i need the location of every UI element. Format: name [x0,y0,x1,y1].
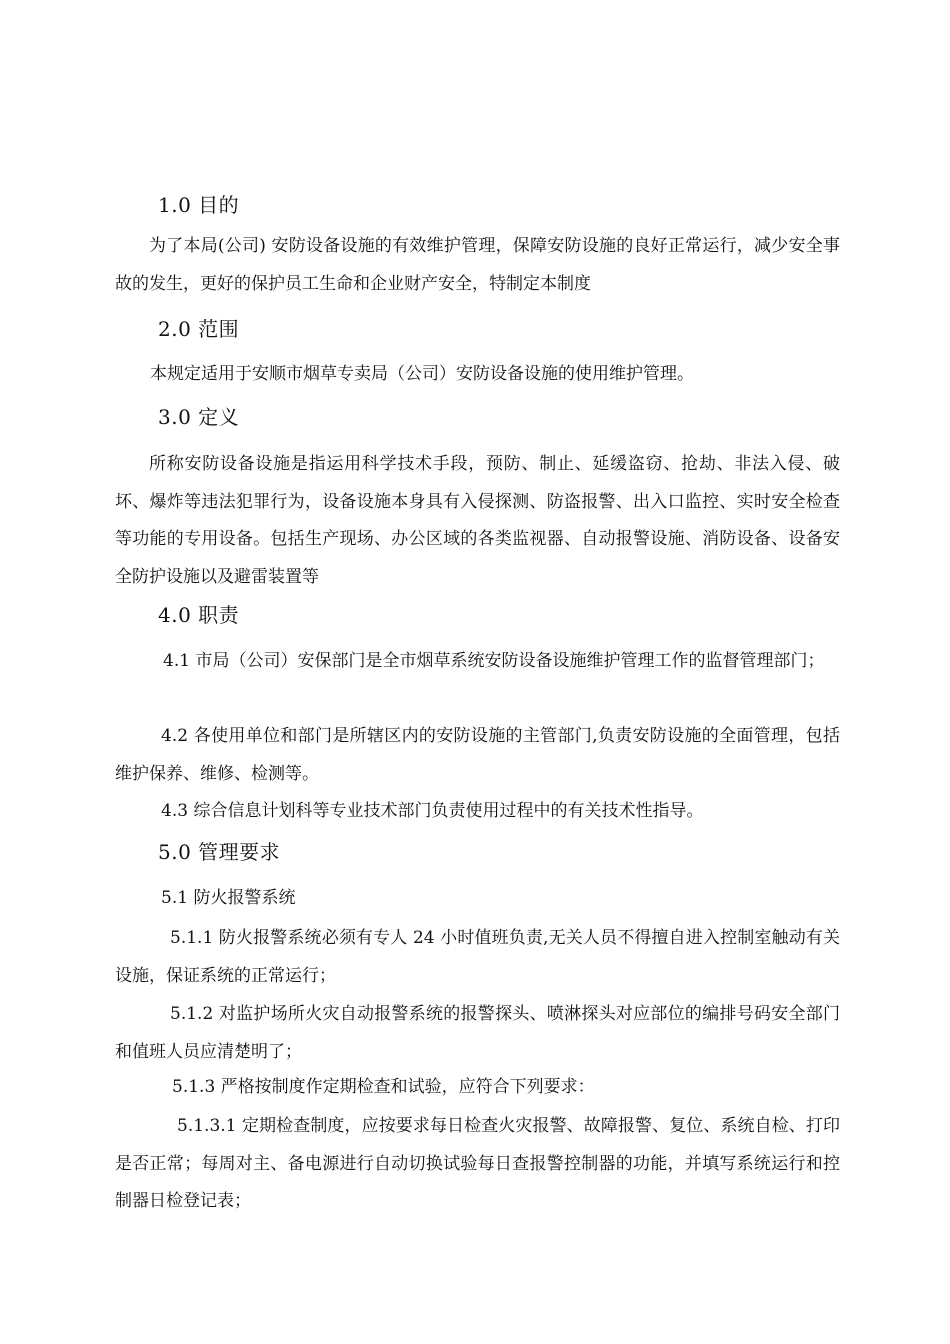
section-1-paragraph: 为了本局(公司) 安防设备设施的有效维护管理，保障安防设施的良好正常运行，减少安全事故的发生，更好的保护员工生命和企业财产安全，特制定本制度 [115,236,840,294]
section-5-1-2-paragraph: 5.1.2 对监护场所火灾自动报警系统的报警探头、喷淋探头对应部位的编排号码安全部门和值班人员应清楚明了； [115,1004,840,1062]
section-3-heading: 3.0 定义 [158,405,240,429]
section-2-paragraph: 本规定适用于安顺市烟草专卖局（公司）安防设备设施的使用维护管理。 [150,364,694,384]
section-4-heading: 4.0 职责 [158,603,240,627]
section-5-heading: 5.0 管理要求 [158,840,281,864]
section-4-3-paragraph: 4.3 综合信息计划科等专业技术部门负责使用过程中的有关技术性指导。 [161,801,704,821]
section-5-1-1-paragraph: 5.1.1 防火报警系统必须有专人 24 小时值班负责,无关人员不得擅自进入控制室触动有关设施，保证系统的正常运行； [115,928,840,986]
section-5-1-3-1-paragraph: 5.1.3.1 定期检查制度，应按要求每日检查火灾报警、故障报警、复位、系统自检、打印是否正常；每周对主、备电源进行自动切换试验每日查报警控制器的功能，并填写系统运行和控制器日检登记表； [115,1116,840,1211]
section-4-2-paragraph: 4.2 各使用单位和部门是所辖区内的安防设施的主管部门,负责安防设施的全面管理，包括维护保养、维修、检测等。 [115,726,840,784]
section-1-heading: 1.0 目的 [158,193,240,217]
section-2-heading: 2.0 范围 [158,317,240,341]
section-4-1-paragraph: 4.1 市局（公司）安保部门是全市烟草系统安防设备设施维护管理工作的监督管理部门； [163,651,825,671]
section-3-paragraph: 所称安防设备设施是指运用科学技术手段，预防、制止、延缓盗窃、抢劫、非法入侵、破坏、爆炸等违法犯罪行为，设备设施本身具有入侵探测、防盗报警、出入口监控、实时安全检查等功能的专用设备。包括生产现场、办公区域的各类监视器、自动报警设施、消防设备、设备安全防护设施以及避雷装置等 [115,454,840,587]
section-5-1-heading: 5.1 防火报警系统 [161,888,296,908]
section-5-1-3-paragraph: 5.1.3 严格按制度作定期检查和试验，应符合下列要求： [172,1077,595,1097]
